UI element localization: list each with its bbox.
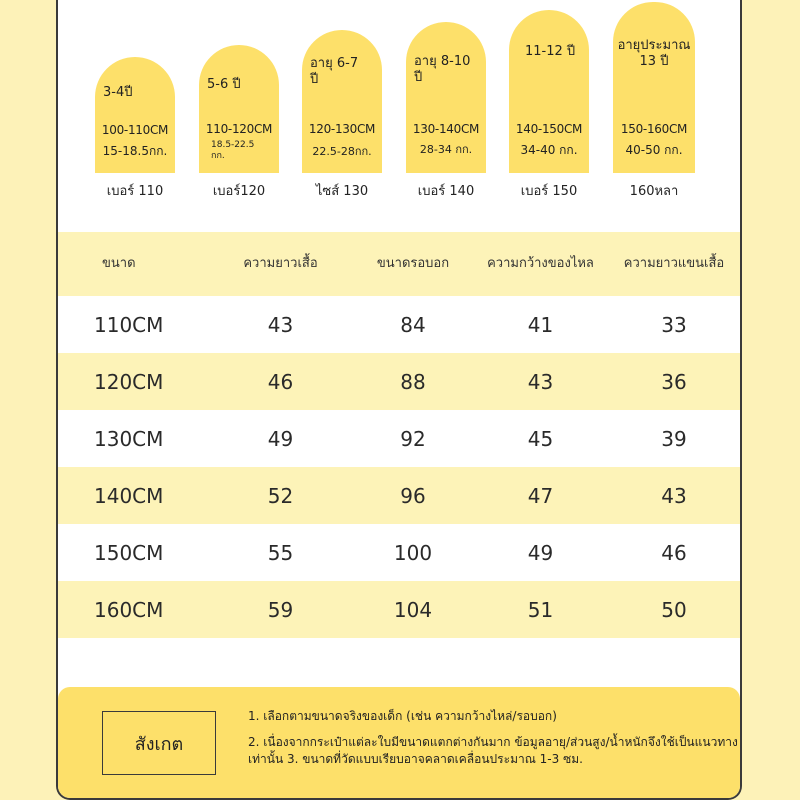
size-label: เบอร์120 xyxy=(212,184,266,199)
size-card-160 xyxy=(613,2,695,173)
cell-chest: 100 xyxy=(393,540,433,565)
table-row xyxy=(58,467,740,524)
size-card-weight: 18.5-22.5 กก. xyxy=(211,140,255,161)
size-card-age: อายุ 6-7 ปี xyxy=(310,56,359,87)
header-length: ความยาวเสื้อ xyxy=(243,256,318,271)
cell-length: 59 xyxy=(267,597,294,622)
size-card-height: 150-160CM xyxy=(620,122,688,136)
size-label: เบอร์ 110 xyxy=(106,184,164,199)
size-card-age: 3-4ปี xyxy=(103,85,133,100)
size-card-height: 120-130CM xyxy=(308,122,376,136)
cell-size: 150CM xyxy=(94,540,164,565)
header-shoulder: ความกว้างของไหล xyxy=(487,256,594,271)
table-row xyxy=(58,353,740,410)
note-2: 2. เนื่องจากกระเป๋าแต่ละใบมีขนาดแตกต่างกันมาก ข้อมูลอายุ/ส่วนสูง/น้ำหนักจึงใช้เป็นแนวทางเท่านั้น 3. ขนาดที่วัดแบบเรียบอาจคลาดเคลื่อนประมาณ 1-3 ซม. xyxy=(248,735,738,766)
table-row xyxy=(58,581,740,638)
table-row xyxy=(58,296,740,353)
size-card-age: 5-6 ปี xyxy=(207,77,241,92)
cell-sleeve: 33 xyxy=(661,312,687,337)
size-card-height: 100-110CM xyxy=(101,123,169,137)
table-spacer-row xyxy=(58,638,740,687)
cell-shoulder: 47 xyxy=(527,483,554,508)
size-card-height: 140-150CM xyxy=(515,122,583,136)
table-row xyxy=(58,410,740,467)
notes-title: สังเกต xyxy=(102,711,216,775)
cell-sleeve: 46 xyxy=(661,540,687,565)
size-card-110 xyxy=(95,57,175,173)
cell-length: 43 xyxy=(267,312,294,337)
note-1: 1. เลือกตามขนาดจริงของเด็ก (เช่น ความกว้างไหล่/รอบอก) xyxy=(248,709,557,723)
cell-length: 46 xyxy=(267,369,294,394)
size-card-age: อายุประมาณ 13 ปี xyxy=(617,38,691,69)
cell-shoulder: 43 xyxy=(527,369,554,394)
size-card-age: อายุ 8-10 ปี xyxy=(414,54,471,85)
table-row xyxy=(58,524,740,581)
cell-sleeve: 50 xyxy=(661,597,687,622)
size-card-140 xyxy=(406,22,486,173)
size-card-weight: 15-18.5กก. xyxy=(102,144,168,158)
header-size: ขนาด xyxy=(102,256,136,271)
cell-sleeve: 36 xyxy=(661,369,687,394)
cell-size: 130CM xyxy=(94,426,164,451)
size-card-weight: 34-40 กก. xyxy=(520,143,578,157)
cell-chest: 104 xyxy=(393,597,433,622)
cell-chest: 84 xyxy=(400,312,426,337)
size-card-150 xyxy=(509,10,589,173)
cell-length: 52 xyxy=(267,483,294,508)
size-label: เบอร์ 140 xyxy=(417,184,475,199)
cell-shoulder: 49 xyxy=(527,540,554,565)
cell-length: 49 xyxy=(267,426,294,451)
cell-chest: 88 xyxy=(400,369,426,394)
cell-shoulder: 41 xyxy=(527,312,554,337)
notes-panel xyxy=(58,687,740,798)
header-chest: ขนาดรอบอก xyxy=(376,256,450,271)
table-header-row xyxy=(58,232,740,296)
size-card-130 xyxy=(302,30,382,173)
cell-sleeve: 43 xyxy=(661,483,687,508)
cell-size: 140CM xyxy=(94,483,164,508)
size-card-weight: 28-34 กก. xyxy=(419,143,473,156)
size-card-age: 11-12 ปี xyxy=(525,44,576,59)
size-label: ไซส์ 130 xyxy=(315,184,369,199)
size-label: 160หลา xyxy=(629,184,679,199)
header-sleeve: ความยาวแขนเสื้อ xyxy=(623,256,725,271)
size-card-height: 130-140CM xyxy=(412,122,480,136)
cell-shoulder: 45 xyxy=(527,426,554,451)
size-card-height: 110-120CM xyxy=(205,122,273,136)
size-card-120 xyxy=(199,45,279,173)
cell-shoulder: 51 xyxy=(527,597,554,622)
size-label: เบอร์ 150 xyxy=(520,184,578,199)
size-card-weight: 22.5-28กก. xyxy=(312,145,372,158)
size-card-weight: 40-50 กก. xyxy=(625,143,683,157)
cell-size: 160CM xyxy=(94,597,164,622)
cell-chest: 96 xyxy=(400,483,426,508)
cell-chest: 92 xyxy=(400,426,426,451)
cell-sleeve: 39 xyxy=(661,426,687,451)
cell-size: 110CM xyxy=(94,312,164,337)
cell-size: 120CM xyxy=(94,369,164,394)
cell-length: 55 xyxy=(267,540,294,565)
